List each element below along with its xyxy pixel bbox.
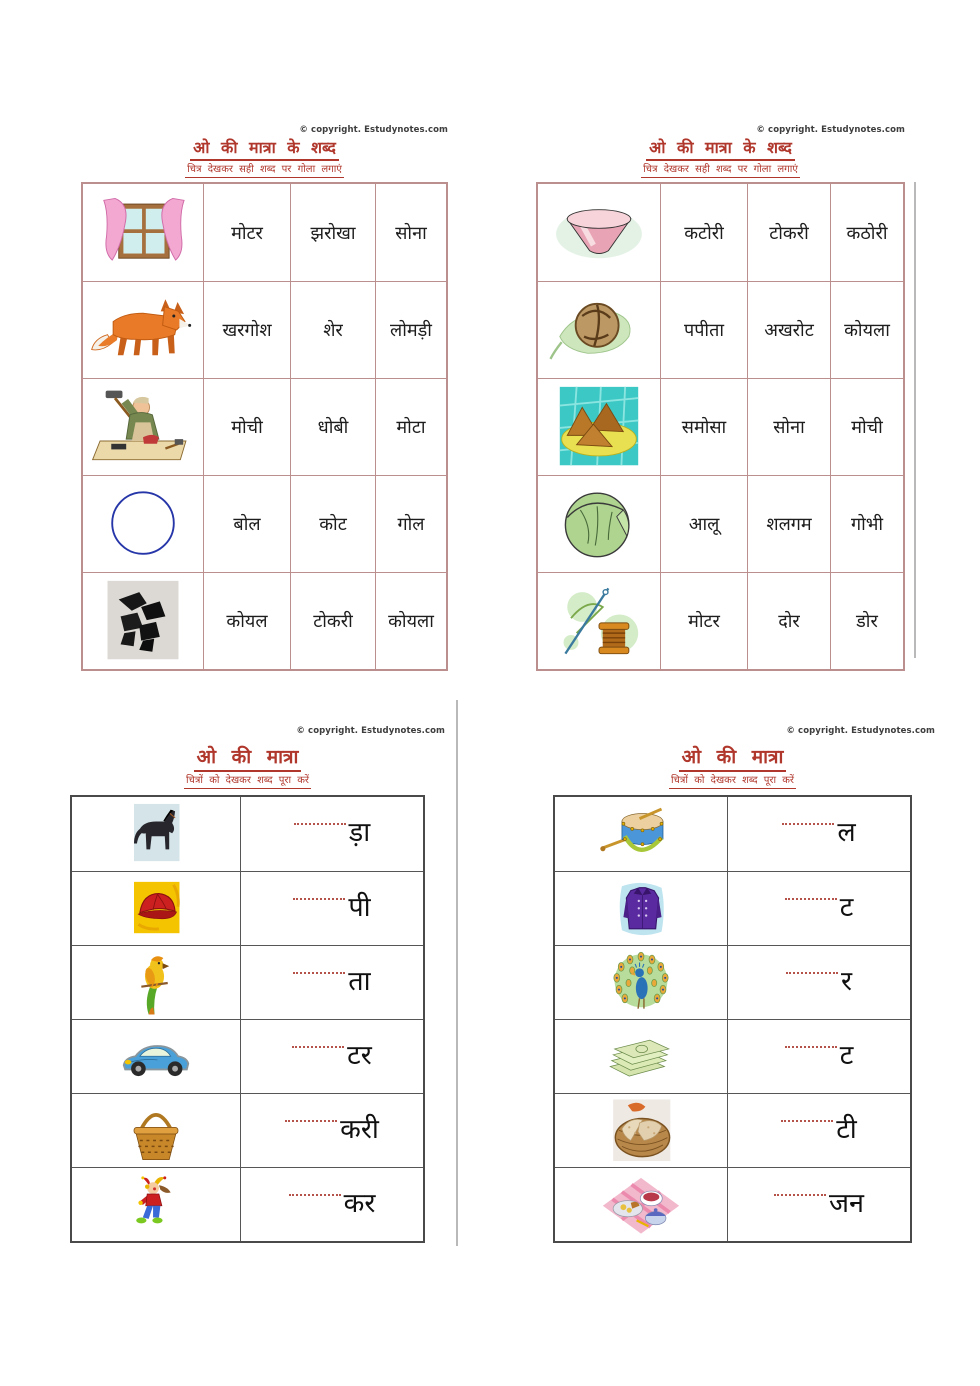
answer-cell [727, 871, 910, 945]
blue-circle-illustration [87, 480, 199, 568]
image-cell [538, 184, 660, 281]
image-cell [538, 378, 660, 475]
word-option[interactable]: शलगम [747, 475, 830, 572]
word-option[interactable]: समोसा [660, 378, 747, 475]
basket-illustration [102, 1098, 210, 1164]
worksheet-subtitle: चित्रों को देखकर शब्द पूरा करें [70, 772, 425, 786]
answer-cell [727, 797, 910, 871]
answer-cell [240, 945, 423, 1019]
answer-cell [240, 871, 423, 945]
answer-cell [240, 1167, 423, 1241]
image-cell [83, 184, 203, 281]
answer-suffix: ल [837, 817, 856, 848]
worksheet-subtitle: चित्र देखकर सही शब्द पर गोला लगाएं [536, 161, 905, 175]
word-option[interactable]: खरगोश [203, 281, 290, 378]
answer-suffix: ट [839, 1040, 854, 1071]
fox-illustration [87, 286, 199, 374]
complete-word-table [70, 795, 425, 1243]
answer-blank[interactable] [785, 1046, 837, 1048]
image-cell [72, 945, 240, 1019]
page-divider-line [456, 700, 458, 1246]
image-cell [72, 871, 240, 945]
black-horse-illustration [102, 801, 210, 867]
word-circle-table [536, 182, 905, 671]
worksheet-bottom-left [70, 724, 445, 1243]
word-option[interactable]: कोयला [830, 281, 903, 378]
image-cell [72, 1019, 240, 1093]
word-option[interactable]: कोयला [375, 572, 446, 669]
answer-blank[interactable] [285, 1120, 337, 1122]
word-circle-table [81, 182, 448, 671]
worksheet-title: ओ की मात्रा के शब्द [536, 136, 905, 158]
word-option[interactable]: मोची [203, 378, 290, 475]
image-cell [72, 1093, 240, 1167]
answer-cell [727, 1019, 910, 1093]
answer-cell [727, 1167, 910, 1241]
answer-suffix: टर [347, 1040, 372, 1071]
answer-blank[interactable] [294, 823, 346, 825]
worksheet-bottom-right [553, 724, 935, 1243]
image-cell [555, 797, 727, 871]
image-cell [538, 475, 660, 572]
word-option[interactable]: आलू [660, 475, 747, 572]
drum-illustration [587, 801, 695, 867]
copyright-text: © copyright. Estudynotes.com [786, 726, 935, 736]
answer-blank[interactable] [785, 898, 837, 900]
image-cell [83, 378, 203, 475]
parrot-illustration [102, 950, 210, 1016]
word-option[interactable]: सोना [375, 184, 446, 281]
copyright-text: © copyright. Estudynotes.com [756, 125, 905, 135]
word-option[interactable]: पपीता [660, 281, 747, 378]
word-option[interactable]: मोटा [375, 378, 446, 475]
peacock-illustration [587, 950, 695, 1016]
needle-and-thread-spool-illustration [543, 577, 655, 665]
answer-suffix: ट [839, 892, 854, 923]
word-option[interactable]: कठोरी [830, 184, 903, 281]
worksheet-subtitle: चित्र देखकर सही शब्द पर गोला लगाएं [81, 161, 448, 175]
answer-blank[interactable] [289, 1194, 341, 1196]
word-option[interactable]: अखरोट [747, 281, 830, 378]
answer-cell [240, 1019, 423, 1093]
answer-blank[interactable] [293, 972, 345, 974]
image-cell [83, 572, 203, 669]
image-cell [538, 281, 660, 378]
blue-car-illustration [102, 1024, 210, 1090]
answer-blank[interactable] [293, 898, 345, 900]
samosa-plate-illustration [543, 383, 655, 471]
worksheet-title: ओ की मात्रा [553, 743, 912, 769]
worksheet-title: ओ की मात्रा के शब्द [81, 136, 448, 158]
window-with-curtains-illustration [87, 189, 199, 277]
complete-word-table [553, 795, 912, 1243]
pink-bowl-illustration [543, 189, 655, 277]
word-option[interactable]: कटोरी [660, 184, 747, 281]
answer-blank[interactable] [786, 972, 838, 974]
answer-suffix: जन [828, 1188, 865, 1219]
image-cell [83, 281, 203, 378]
word-option[interactable]: मोची [830, 378, 903, 475]
word-option[interactable]: शेर [290, 281, 375, 378]
copyright-text: © copyright. Estudynotes.com [296, 726, 445, 736]
answer-suffix: टी [836, 1114, 857, 1145]
word-option[interactable]: टोकरी [747, 184, 830, 281]
roti-basket-illustration [587, 1098, 695, 1164]
image-cell [83, 475, 203, 572]
answer-suffix: ड़ा [348, 817, 371, 848]
answer-suffix: ता [348, 966, 371, 997]
word-option[interactable]: दोर [747, 572, 830, 669]
answer-cell [727, 945, 910, 1019]
image-cell [72, 797, 240, 871]
image-cell [555, 871, 727, 945]
red-cap-illustration [102, 876, 210, 942]
image-cell [538, 572, 660, 669]
answer-blank[interactable] [782, 823, 834, 825]
answer-cell [240, 1093, 423, 1167]
money-notes-illustration [587, 1024, 695, 1090]
image-cell [72, 1167, 240, 1241]
word-option[interactable]: गोल [375, 475, 446, 572]
image-cell [555, 1093, 727, 1167]
word-option[interactable]: मोटर [660, 572, 747, 669]
word-option[interactable]: टोकरी [290, 572, 375, 669]
word-option[interactable]: लोमड़ी [375, 281, 446, 378]
word-option[interactable]: झरोखा [290, 184, 375, 281]
answer-suffix: पी [348, 892, 371, 923]
purple-coat-illustration [587, 876, 695, 942]
walnut-on-leaf-illustration [543, 286, 655, 374]
answer-blank[interactable] [774, 1194, 826, 1196]
word-option[interactable]: बोल [203, 475, 290, 572]
word-option[interactable]: मोटर [203, 184, 290, 281]
joker-illustration [102, 1172, 210, 1238]
word-option[interactable]: धोबी [290, 378, 375, 475]
worksheet-top-left [81, 123, 448, 671]
image-cell [555, 1019, 727, 1093]
cobbler-at-work-illustration [87, 383, 199, 471]
cabbage-illustration [543, 480, 655, 568]
answer-blank[interactable] [292, 1046, 344, 1048]
answer-suffix: कर [343, 1188, 376, 1219]
answer-cell [727, 1093, 910, 1167]
answer-suffix: करी [340, 1114, 379, 1145]
image-cell [555, 1167, 727, 1241]
coal-pieces-illustration [87, 577, 199, 665]
answer-blank[interactable] [781, 1120, 833, 1122]
meal-thali-illustration [587, 1172, 695, 1238]
word-option[interactable]: सोना [747, 378, 830, 475]
answer-cell [240, 797, 423, 871]
worksheet-subtitle: चित्रों को देखकर शब्द पूरा करें [553, 772, 912, 786]
worksheet-title: ओ की मात्रा [70, 743, 425, 769]
word-option[interactable]: डोर [830, 572, 903, 669]
word-option[interactable]: कोट [290, 475, 375, 572]
word-option[interactable]: गोभी [830, 475, 903, 572]
answer-suffix: र [840, 966, 853, 997]
page-divider-line [914, 182, 916, 658]
copyright-text: © copyright. Estudynotes.com [299, 125, 448, 135]
worksheet-top-right [536, 123, 905, 671]
image-cell [555, 945, 727, 1019]
word-option[interactable]: कोयल [203, 572, 290, 669]
